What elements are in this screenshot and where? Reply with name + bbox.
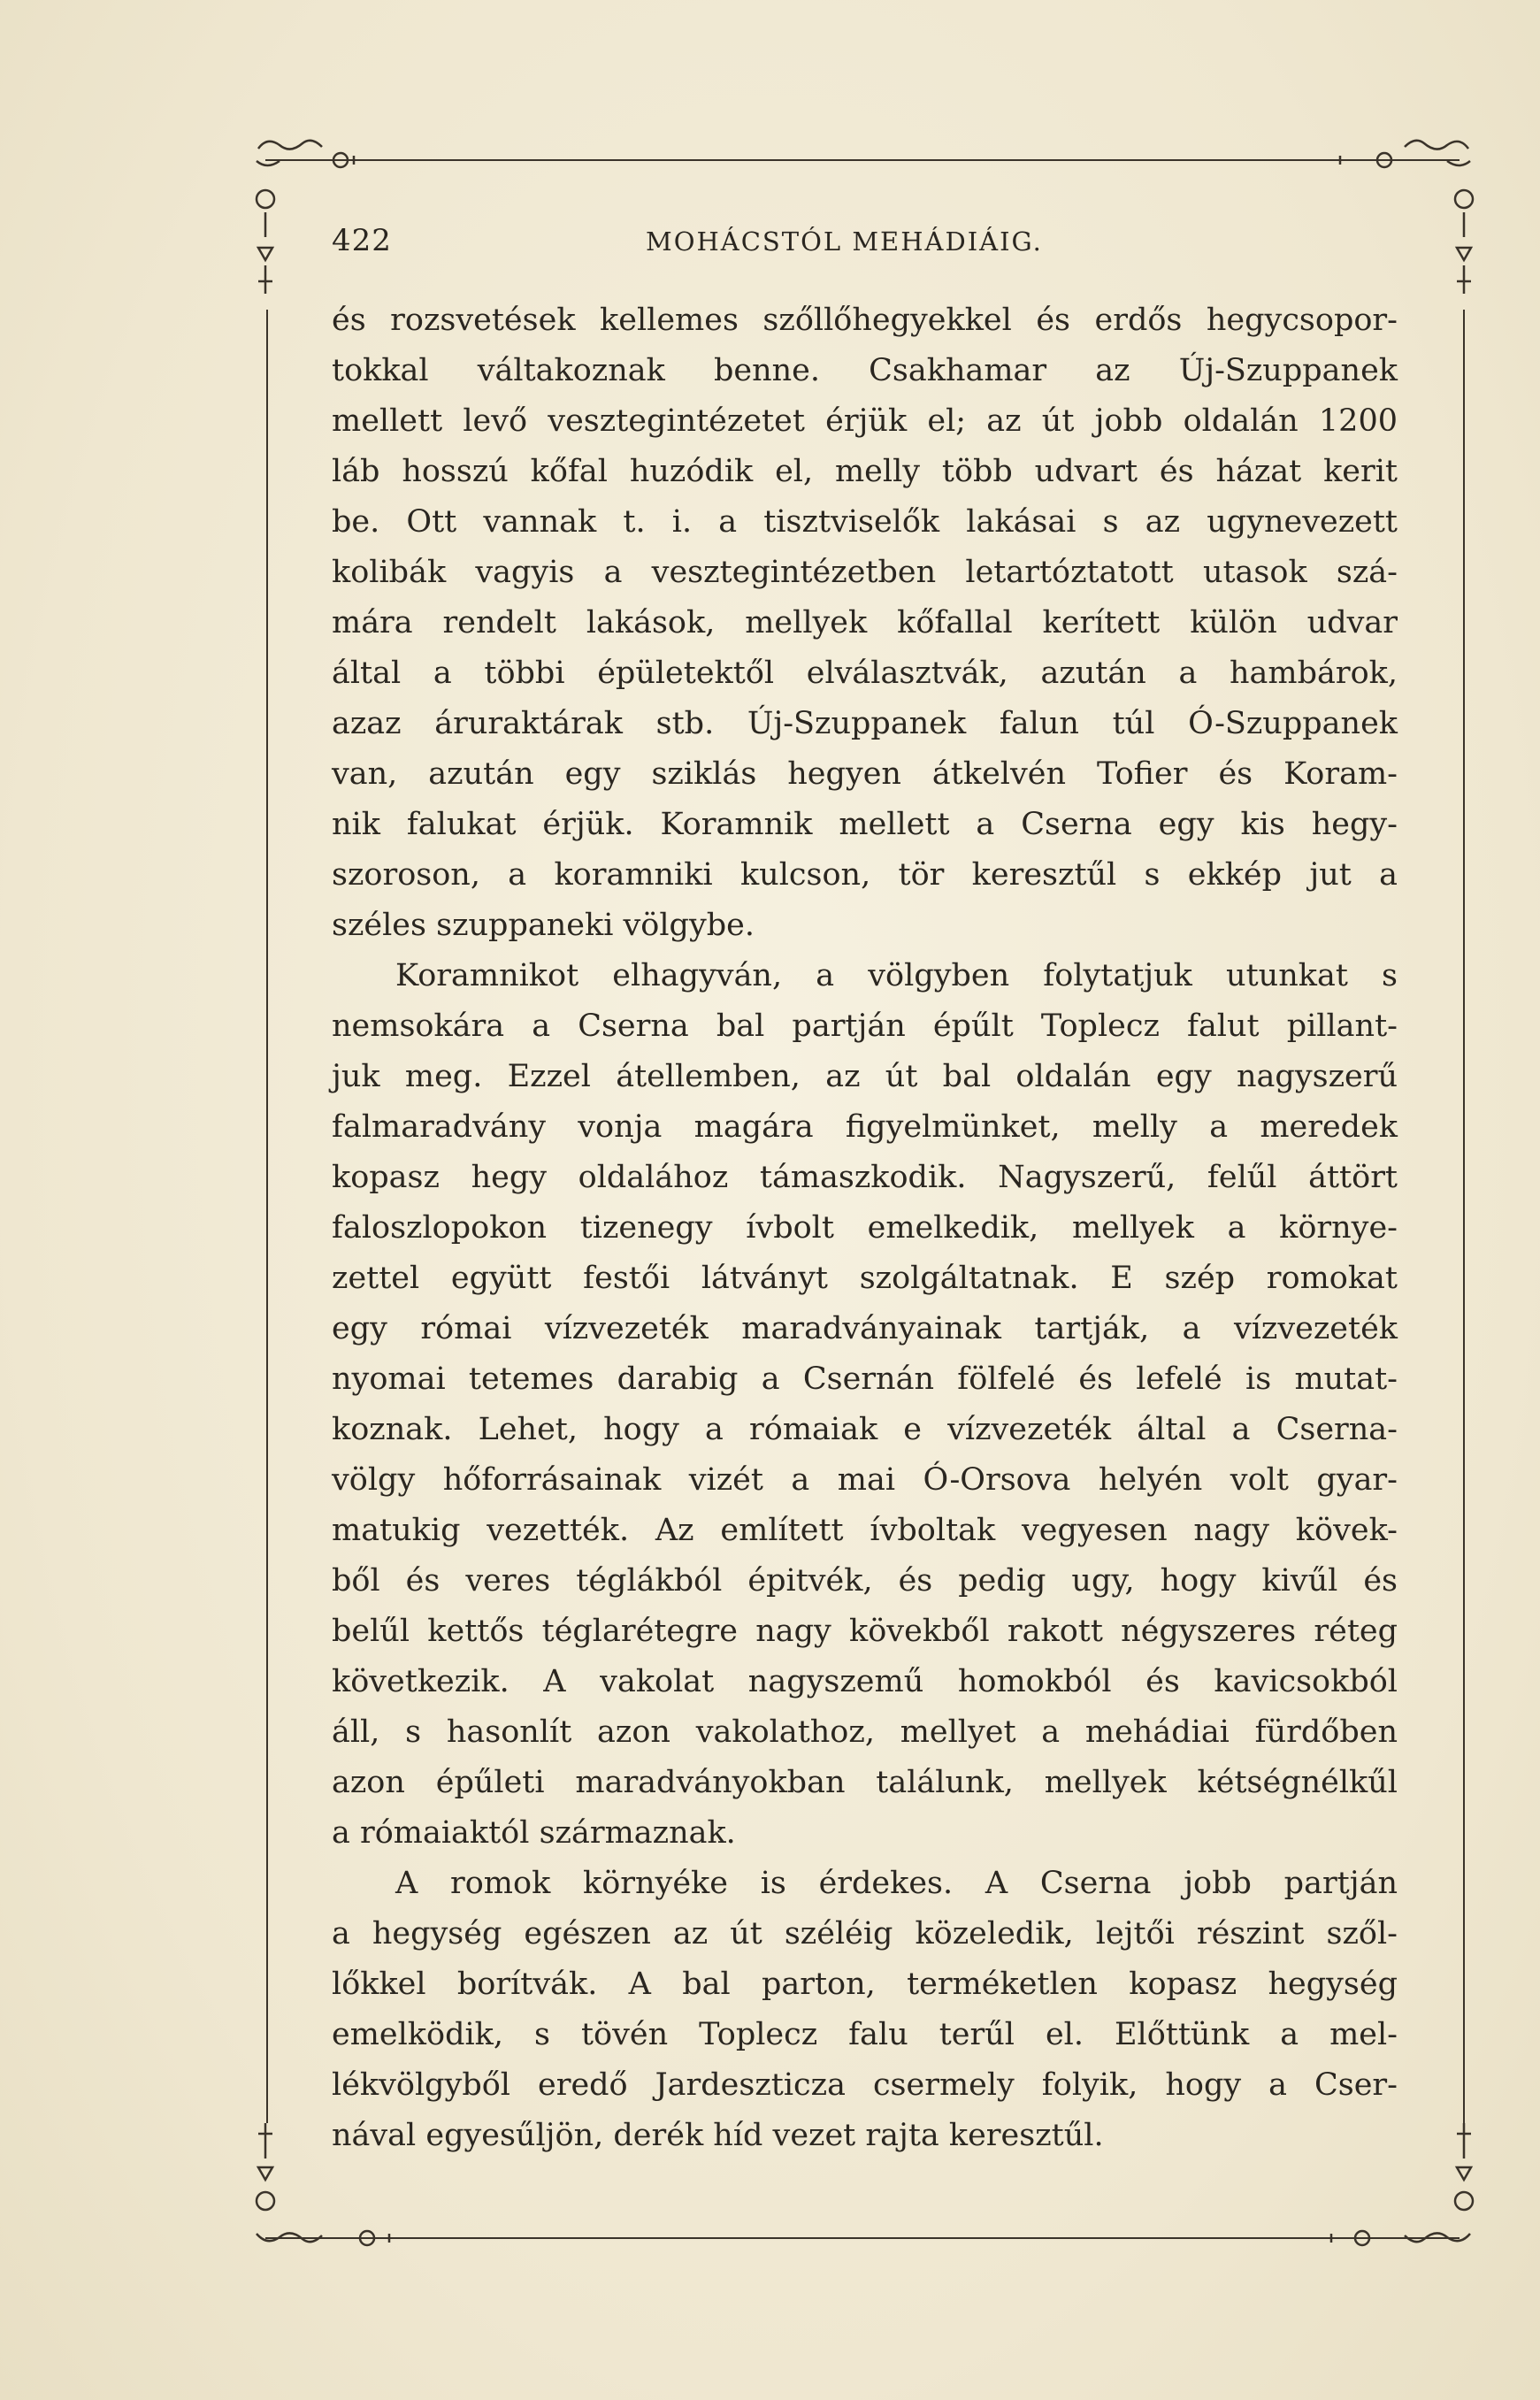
paragraph-2	[332, 951, 1398, 1859]
text-line: által a többi épületektől elválasztvák, azután a hambárok,	[332, 656, 1398, 691]
text-line: ből és veres téglákból épitvék, és pedig ugy, hogy kivűl és	[332, 1563, 1398, 1599]
running-head: MOHÁCSTÓL MEHÁDIÁIG.	[646, 226, 1043, 257]
paragraph-3	[332, 1859, 1398, 2161]
page-header	[332, 223, 1393, 267]
text-line: nával egyesűljön, derék híd vezet rajta keresztűl.	[332, 2118, 1104, 2153]
text-line: belűl kettős téglarétegre nagy kövekből rakott négyszeres réteg	[332, 1614, 1398, 1649]
text-line: faloszlopokon tizenegy ívbolt emelkedik, mellyek a környe-	[332, 1210, 1398, 1246]
text-line: zettel együtt festői látványt szolgáltatnak. E szép romokat	[332, 1261, 1398, 1296]
text-line: tokkal váltakoznak benne. Csakhamar az Új-Szuppanek	[332, 353, 1398, 388]
text-line: áll, s hasonlít azon vakolathoz, mellyet a mehádiai fürdőben	[332, 1714, 1398, 1750]
corner-ornament-top-left	[257, 141, 354, 294]
text-line: lőkkel borítvák. A bal parton, terméketlen kopasz hegység	[332, 1967, 1398, 2002]
text-line: nemsokára a Cserna bal partján épűlt Toplecz falut pillant-	[332, 1008, 1398, 1044]
text-line: nyomai tetemes darabig a Csernán fölfelé és lefelé is mutat-	[332, 1361, 1398, 1397]
paragraph-1	[332, 295, 1398, 951]
text-line: a rómaiaktól származnak.	[332, 1815, 736, 1851]
text-line: Koramnikot elhagyván, a völgyben folytatjuk utunkat s	[395, 958, 1398, 993]
text-line: lékvölgyből eredő Jardeszticza csermely folyik, hogy a Cser-	[332, 2067, 1398, 2103]
text-line: a hegység egészen az út széléig közeledik, lejtői részint szől-	[332, 1916, 1398, 1951]
text-line: nik falukat érjük. Koramnik mellett a Cserna egy kis hegy-	[332, 807, 1398, 842]
text-line: falmaradvány vonja magára figyelmünket, melly a meredek	[332, 1109, 1398, 1145]
page-number: 422	[332, 223, 392, 258]
text-line: A romok környéke is érdekes. A Cserna jobb partján	[395, 1866, 1398, 1901]
text-line: mára rendelt lakások, mellyek kőfallal kerített külön udvar	[332, 605, 1398, 640]
text-line: mellett levő vesztegintézetet érjük el; az út jobb oldalán 1200	[332, 403, 1398, 439]
text-line: és rozsvetések kellemes szőllőhegyekkel és erdős hegycsopor-	[332, 303, 1398, 338]
text-line: azaz áruraktárak stb. Új-Szuppanek falun túl Ó-Szuppanek	[332, 706, 1398, 741]
text-line: emelködik, s tövén Toplecz falu terűl el. Előttünk a mel-	[332, 2017, 1398, 2052]
text-line: matukig vezették. Az említett ívboltak vegyesen nagy kövek-	[332, 1513, 1398, 1548]
text-line: azon épűleti maradványokban találunk, mellyek kétségnélkűl	[332, 1765, 1398, 1800]
text-line: következik. A vakolat nagyszemű homokból és kavicsokból	[332, 1664, 1398, 1699]
text-line: koznak. Lehet, hogy a rómaiak e vízvezeték által a Cserna-	[332, 1412, 1398, 1447]
body-text	[332, 295, 1398, 2161]
text-line: láb hosszú kőfal huzódik el, melly több udvart és házat kerit	[332, 454, 1398, 489]
text-line: kolibák vagyis a vesztegintézetben letartóztatott utasok szá-	[332, 555, 1398, 590]
corner-ornament-top-right	[1340, 141, 1473, 294]
text-line: völgy hőforrásainak vizét a mai Ó-Orsova helyén volt gyar-	[332, 1462, 1398, 1498]
text-line: kopasz hegy oldalához támaszkodik. Nagyszerű, felűl áttört	[332, 1160, 1398, 1195]
text-line: juk meg. Ezzel átellemben, az út bal oldalán egy nagyszerű	[332, 1059, 1398, 1094]
text-line: szoroson, a koramniki kulcson, tör keresztűl s ekkép jut a	[332, 857, 1398, 893]
text-line: van, azután egy sziklás hegyen átkelvén Tofier és Koram-	[332, 756, 1398, 792]
text-line: be. Ott vannak t. i. a tisztviselők lakásai s az ugynevezett	[332, 504, 1398, 540]
text-line: egy római vízvezeték maradványainak tartják, a vízvezeték	[332, 1311, 1398, 1346]
text-line: széles szuppaneki völgybe.	[332, 908, 755, 943]
